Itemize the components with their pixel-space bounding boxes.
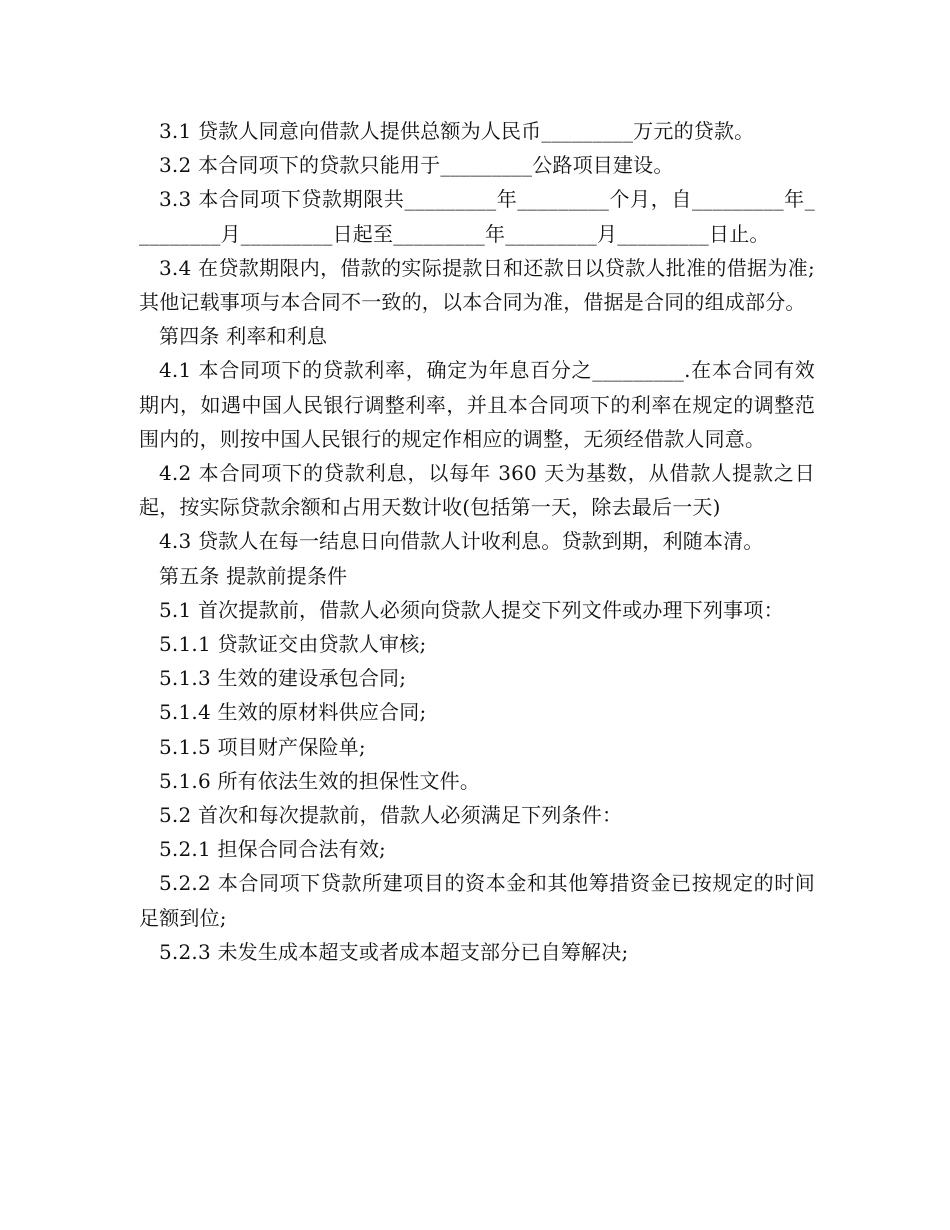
clause-5-1-5: 5.1.5 项目财产保险单; bbox=[159, 734, 366, 759]
clause-3-2: 3.2 本合同项下的贷款只能用于_________公路项目建设。 bbox=[159, 153, 674, 178]
clause-3-3: 3.3 本合同项下贷款期限共_________年_________个月，自_________年_________月_________日起至_________年_________月_________日止。 bbox=[139, 187, 815, 246]
clause-5-1: 5.1 首次提款前，借款人必须向贷款人提交下列文件或办理下列事项： bbox=[159, 597, 784, 622]
clause-5-1-3: 5.1.3 生效的建设承包合同; bbox=[159, 666, 407, 691]
section-heading-article-4: 第四条 利率和利息 bbox=[159, 324, 328, 349]
document-page bbox=[139, 114, 815, 969]
clause-5-2-3: 5.2.3 未发生成本超支或者成本超支部分已自筹解决; bbox=[159, 939, 629, 964]
clause-5-1-6: 5.1.6 所有依法生效的担保性文件。 bbox=[159, 768, 481, 793]
clause-4-1: 4.1 本合同项下的贷款利率，确定为年息百分之_________.在本合同有效期内，如遇中国人民银行调整利率，并且本合同项下的利率在规定的调整范围内的，则按中国人民银行的规定作相应的调整，无须经借款人同意。 bbox=[139, 358, 815, 451]
clause-4-2: 4.2 本合同项下的贷款利息，以每年 360 天为基数，从借款人提款之日起，按实际贷款余额和占用天数计收(包括第一天，除去最后一天) bbox=[139, 461, 815, 520]
section-heading-article-5: 第五条 提款前提条件 bbox=[159, 563, 348, 588]
clause-3-1: 3.1 贷款人同意向借款人提供总额为人民币_________万元的贷款。 bbox=[159, 119, 755, 143]
clause-5-2: 5.2 首次和每次提款前，借款人必须满足下列条件： bbox=[159, 803, 623, 828]
clause-3-4: 3.4 在贷款期限内，借款的实际提款日和还款日以贷款人批准的借据为准;其他记载事项与本合同不一致的，以本合同为准，借据是合同的组成部分。 bbox=[139, 255, 815, 315]
clause-5-1-4: 5.1.4 生效的原材料供应合同; bbox=[159, 700, 427, 725]
clause-4-3: 4.3 贷款人在每一结息日向借款人计收利息。贷款到期，利随本清。 bbox=[159, 529, 764, 554]
clause-5-2-1: 5.2.1 担保合同合法有效; bbox=[159, 837, 386, 862]
clause-5-1-1: 5.1.1 贷款证交由贷款人审核; bbox=[159, 632, 427, 657]
clause-5-2-2: 5.2.2 本合同项下贷款所建项目的资本金和其他筹措资金已按规定的时间足额到位; bbox=[139, 871, 815, 930]
